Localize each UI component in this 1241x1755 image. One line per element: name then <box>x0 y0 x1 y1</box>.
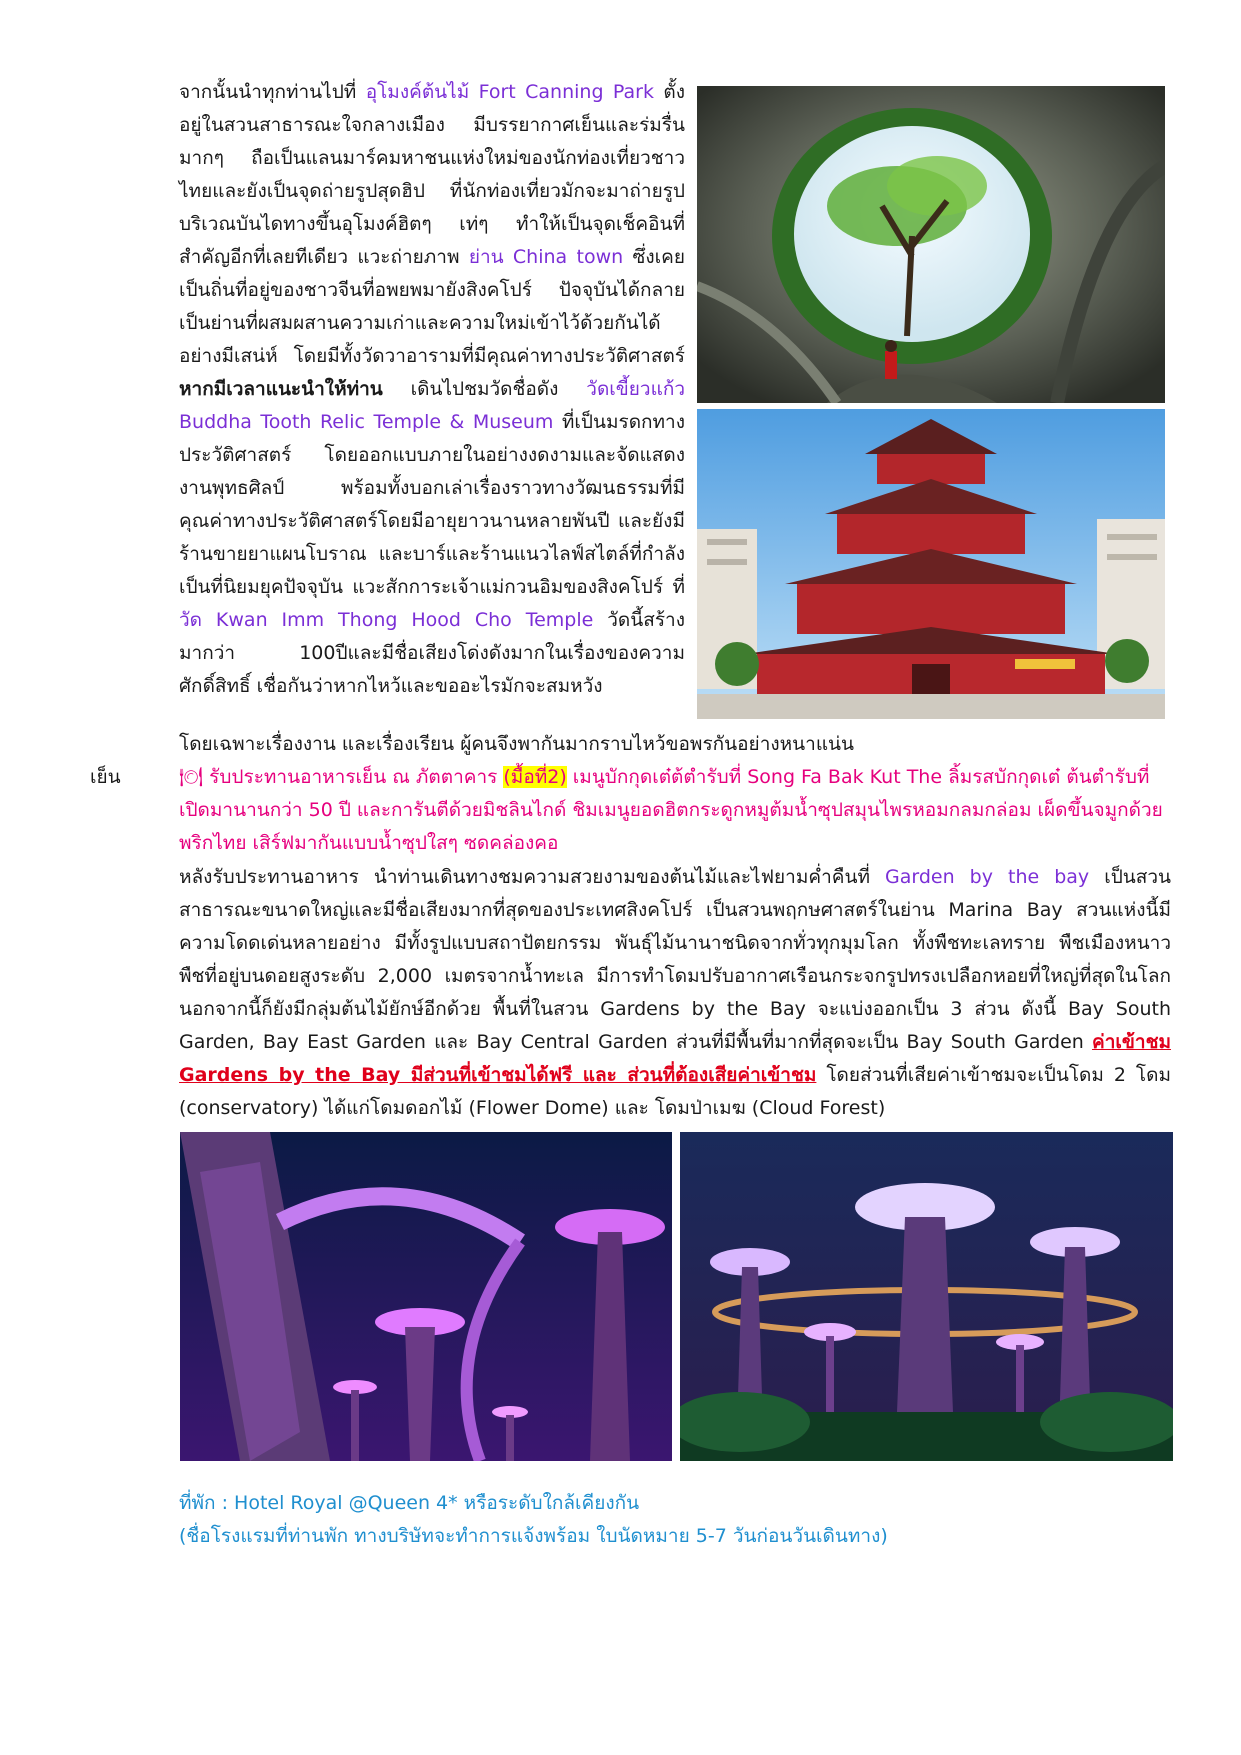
intro-paragraph <box>179 76 685 703</box>
fort-canning-tunnel-photo <box>697 86 1165 403</box>
fort-canning-link[interactable]: อุโมงค์ต้นไม้ Fort Canning Park <box>365 81 654 103</box>
meal-number-highlight: (มื้อที่2) <box>503 766 567 788</box>
buddha-tooth-link[interactable]: วัดเขี้ยวแก้ว Buddha Tooth Relic Temple & Museum <box>179 378 685 433</box>
intro-text-1: จากนั้นนำทุกท่านไปที่ <box>179 81 366 103</box>
dinner-icon: 🍽 <box>179 766 204 788</box>
garden-by-the-bay-link[interactable]: Garden by the bay <box>885 866 1090 888</box>
intro-text-2: ตั้งอยู่ในสวนสาธารณะใจกลางเมือง มีบรรยากาศเย็นและร่มรื่นมากๆ ถือเป็นแลนมาร์คมหาชนแห่งใหม่ของนักท่องเที่ยวชาวไทยและยังเป็นจุดถ่ายรูปสุดฮิป ที่นักท่องเที่ยวมักจะมาถ่ายรูปบริเวณบันไดทางขึ้นอุโมงค์ฮิตๆ เท่ๆ ทำให้เป็นจุดเช็คอินที่สำคัญอีกที่เลยทีเดียว แวะถ่ายภาพ <box>179 81 685 268</box>
intro-text-4: เดินไปชมวัดชื่อดัง <box>382 378 587 400</box>
recommend-bold: หากมีเวลาแนะนำให้ท่าน <box>179 378 383 400</box>
gardens-text-1: หลังรับประทานอาหาร นำท่านเดินทางชมความสวยงามของต้นไม้และไฟยามค่ำคืนที่ <box>179 866 886 888</box>
buddha-tooth-temple-photo <box>697 409 1165 719</box>
hotel-info <box>179 1487 1171 1553</box>
intro-text-5: ที่เป็นมรดกทางประวัติศาสตร์ โดยออกแบบภายในอย่างงดงามและจัดแสดงงานพุทธศิลป์ พร้อมทั้งบอกเล่าเรื่องราวทางวัฒนธรรมที่มีคุณค่าทางประวัติศาสตร์โดยมีอายุยาวนานหลายพันปี และยังมีร้านขายยาแผนโบราณ และบาร์และร้านแนวไลฟ์สไตล์ที่กำลังเป็นที่นิยมยุคปัจจุบัน แวะสักการะเจ้าแม่กวนอิมของสิงคโปร์ ที่ <box>179 411 686 598</box>
intro-text-6: วัดนี้สร้างมากว่า 100ปีและมีชื่อเสียงโด่งดังมากในเรื่องของความศักดิ์สิทธิ์ เชื่อกันว่าหากไหว้และขออะไรมักจะสมหวัง <box>179 609 685 697</box>
kwan-imm-link[interactable]: วัด Kwan Imm Thong Hood Cho Temple <box>179 609 594 631</box>
dinner-text-1: รับประทานอาหารเย็น ณ ภัตตาคาร <box>203 766 504 788</box>
evening-label: เย็น <box>90 766 121 788</box>
gardens-by-the-bay-photo-2 <box>680 1132 1173 1461</box>
hotel-line-2: (ชื่อโรงแรมที่ท่านพัก ทางบริษัทจะทำการแจ้งพร้อม ใบนัดหมาย 5-7 วันก่อนวันเดินทาง) <box>179 1525 888 1547</box>
gardens-text-2: เป็นสวนสาธารณะขนาดใหญ่และมีชื่อเสียงมากที่สุดของประเทศสิงคโปร์ เป็นสวนพฤกษศาสตร์ในย่าน Marina Bay สวนแห่งนี้มีความโดดเด่นหลายอย่าง มีทั้งรูปแบบสถาปัตยกรรม พันธุ์ไม้นานาชนิดจากทั่วทุกมุมโลก ทั้งพืชทะเลทราย พืชเมืองหนาว พืชที่อยู่บนดอยสูงระดับ 2,000 เมตรจากน้ำทะเล มีการทำโดมปรับอากาศเรือนกระจกรูปทรงเปลือกหอยที่ใหญ่ที่สุดในโลก นอกจากนี้ก็ยังมีกลุ่มต้นไม้ยักษ์อีกด้วย พื้นที่ในสวน Gardens by the Bay จะแบ่งออกเป็น 3 ส่วน ดังนี้ Bay South Garden, Bay East Garden และ Bay Central Garden ส่วนที่มีพื้นที่มากที่สุดจะเป็น Bay South Garden <box>179 866 1171 1053</box>
china-town-link[interactable]: ย่าน China town <box>468 246 624 268</box>
dinner-text-2: เมนูบักกุดเต๋ต้ตำรับที่ Song Fa Bak Kut The ลิ้มรสบักกุดเต๋ ต้นตำรับที่เปิดมานานกว่า 50 ปี และการันตีด้วยมิชลินไกด์ ชิมเมนูยอดฮิตกระดูกหมูต้มน้ำซุปสมุนไพรหอมกลมกล่อม เผ็ดขึ้นจมูกด้วยพริกไทย เสิร์ฟมากันแบบน้ำซุปใสๆ ซดคล่องคอ <box>179 766 1163 854</box>
entrance-fee-link[interactable]: ค่าเข้าชม Gardens by the Bay มีส่วนที่เข้าชมได้ฟรี และ ส่วนที่ต้องเสียค่าเข้าชม <box>179 1031 1171 1086</box>
hotel-line-1: ที่พัก : Hotel Royal @Queen 4* หรือระดับใกล้เคียงกัน <box>179 1492 640 1514</box>
intro-last-line: โดยเฉพาะเรื่องงาน และเรื่องเรียน ผู้คนจึงพากันมากราบไหว้ขอพรกันอย่างหนาแน่น <box>179 733 855 755</box>
intro-text-3: ซึ่งเคยเป็นถิ่นที่อยู่ของชาวจีนที่อพยพมายังสิงคโปร์ ปัจจุบันได้กลายเป็นย่านที่ผสมผสานความเก่าและความใหม่เข้าไว้ด้วยกันได้อย่างมีเสน่ห์ โดยมีทั้งวัดวาอารามที่มีคุณค่าทางประวัติศาสตร์ <box>179 246 685 367</box>
gardens-paragraph <box>179 861 1171 1125</box>
dinner-paragraph <box>179 761 1171 860</box>
gardens-by-the-bay-photo-1 <box>180 1132 672 1461</box>
gardens-text-3: โดยส่วนที่เสียค่าเข้าชมจะเป็นโดม 2 โดม (conservatory) ได้แก่โดมดอกไม้ (Flower Dome) และ โดมป่าเมฆ (Cloud Forest) <box>179 1064 1171 1119</box>
